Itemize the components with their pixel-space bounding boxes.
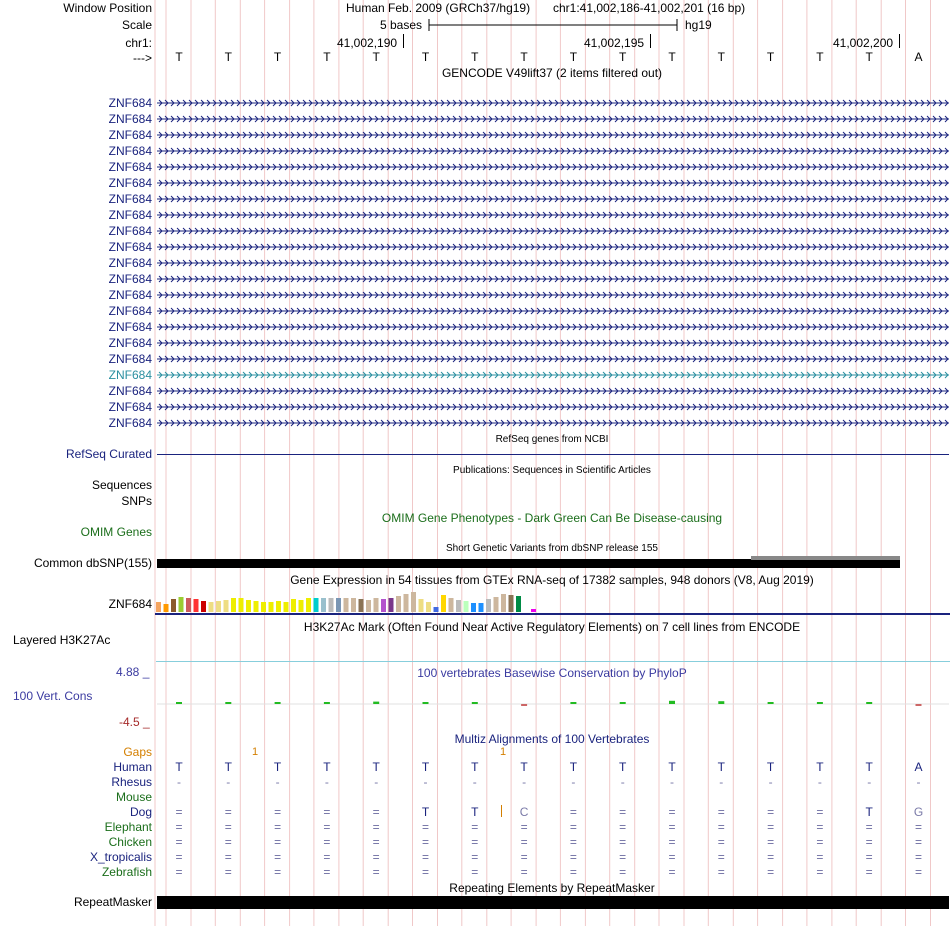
alignment-base: C <box>519 805 529 819</box>
alignment-base: - <box>226 775 231 789</box>
alignment-base: = <box>619 805 627 819</box>
base-letter: T <box>520 50 528 64</box>
ruler-tick-label: 41,002,190 <box>337 36 398 50</box>
conservation-mark <box>620 702 626 704</box>
species-label[interactable]: Chicken <box>108 835 152 849</box>
alignment-base: = <box>717 835 725 849</box>
alignment-base: T <box>717 760 725 774</box>
position-range: chr1:41,002,186-41,002,201 (16 bp) <box>553 1 746 15</box>
base-letter: T <box>766 50 775 64</box>
gencode-transcript[interactable] <box>157 178 949 188</box>
alignment-base: T <box>273 760 282 774</box>
ruler-tick-mark <box>899 34 900 48</box>
species-label[interactable]: Elephant <box>104 820 152 834</box>
alignment-base: = <box>569 850 577 864</box>
gencode-title[interactable]: GENCODE V49lift37 (2 items filtered out) <box>441 66 663 80</box>
gencode-transcript[interactable] <box>157 322 949 332</box>
gencode-gene-label[interactable]: ZNF684 <box>108 112 152 126</box>
alignment-base: = <box>717 850 725 864</box>
dbsnp-feature[interactable] <box>157 559 900 568</box>
conservation-mark <box>866 702 872 704</box>
alignment-base: = <box>372 850 380 864</box>
gtex-tissue-bar[interactable] <box>209 602 214 612</box>
gencode-gene-label[interactable]: ZNF684 <box>108 96 152 110</box>
gtex-tissue-bar[interactable] <box>381 599 386 612</box>
alignment-base: T <box>668 760 676 774</box>
gtex-tissue-bar[interactable] <box>186 598 191 612</box>
alignment-base: = <box>865 835 873 849</box>
alignment-base: - <box>571 775 576 789</box>
dbsnp-feature-grey[interactable] <box>751 556 900 560</box>
gtex-tissue-bar[interactable] <box>389 598 394 612</box>
gtex-tissue-bar[interactable] <box>261 602 266 612</box>
conservation-mark <box>718 701 724 704</box>
gencode-transcript[interactable] <box>157 386 949 396</box>
alignment-base: = <box>914 820 922 834</box>
ruler-tick-label: 41,002,195 <box>584 36 645 50</box>
alignment-base: = <box>767 850 775 864</box>
base-letter: T <box>865 50 873 64</box>
alignment-base: = <box>619 865 627 879</box>
gencode-transcript[interactable] <box>157 98 949 108</box>
publications-title[interactable]: Publications: Sequences in Scientific Articles <box>453 465 651 476</box>
base-letter: T <box>421 50 430 64</box>
h3k27ac-baseline <box>156 661 950 662</box>
gtex-tissue-bar[interactable] <box>351 598 356 612</box>
alignment-base: T <box>421 805 430 819</box>
refseq-line <box>157 454 949 455</box>
gtex-divider <box>155 613 950 615</box>
alignment-base: = <box>816 820 824 834</box>
alignment-base: T <box>471 760 479 774</box>
snps-label[interactable]: SNPs <box>121 494 152 508</box>
alignment-base: T <box>471 805 479 819</box>
alignment-base: T <box>323 760 331 774</box>
gtex-tissue-bar[interactable] <box>276 601 281 612</box>
conservation-mark <box>373 702 379 704</box>
alignment-base: - <box>472 775 477 789</box>
alignment-base: - <box>916 775 921 789</box>
gencode-transcript[interactable] <box>157 146 949 156</box>
alignment-base: = <box>668 835 676 849</box>
gtex-tissue-bar[interactable] <box>306 598 311 612</box>
scale-label: Scale <box>121 18 152 32</box>
alignment-base: = <box>569 865 577 879</box>
sequences-label[interactable]: Sequences <box>91 478 152 492</box>
alignment-base: = <box>865 820 873 834</box>
conservation-mark <box>275 702 281 704</box>
alignment-base: = <box>767 835 775 849</box>
alignment-base: = <box>816 835 824 849</box>
alignment-base: = <box>668 865 676 879</box>
conservation-max: 4.88 _ <box>116 665 150 679</box>
alignment-base: = <box>274 805 282 819</box>
species-label[interactable]: Human <box>113 760 152 774</box>
gtex-tissue-bar[interactable] <box>231 598 236 612</box>
gtex-tissue-bar[interactable] <box>201 601 206 612</box>
conservation-mark <box>768 702 774 704</box>
alignment-base: = <box>767 865 775 879</box>
alignment-base: = <box>668 805 676 819</box>
conservation-mark <box>669 701 675 704</box>
alignment-base: = <box>224 805 232 819</box>
gencode-gene-label[interactable]: ZNF684 <box>108 272 152 286</box>
gencode-transcript[interactable] <box>157 226 949 236</box>
alignment-base: - <box>670 775 674 789</box>
alignment-base: = <box>323 835 331 849</box>
alignment-base: = <box>520 820 528 834</box>
alignment-base: = <box>865 850 873 864</box>
base-letter: T <box>569 50 578 64</box>
gencode-transcript[interactable] <box>157 274 949 284</box>
alignment-base: = <box>175 835 183 849</box>
gtex-tissue-bar[interactable] <box>336 598 341 612</box>
alignment-base: - <box>719 775 724 789</box>
alignment-base: = <box>619 820 627 834</box>
alignment-base: = <box>224 850 232 864</box>
gtex-tissue-bar[interactable] <box>359 599 364 612</box>
alignment-base: A <box>914 760 923 774</box>
ruler-tick-mark <box>403 34 404 48</box>
gencode-transcript[interactable] <box>157 130 949 140</box>
strand-arrow-label: ---> <box>133 51 152 65</box>
gtex-tissue-bar[interactable] <box>501 594 506 612</box>
gencode-gene-label[interactable]: ZNF684 <box>108 288 152 302</box>
alignment-base: - <box>817 775 822 789</box>
gencode-transcript[interactable] <box>157 418 949 428</box>
h3k27ac-label[interactable]: Layered H3K27Ac <box>13 633 111 647</box>
species-label[interactable]: Dog <box>129 805 152 819</box>
alignment-base: = <box>274 865 282 879</box>
gencode-transcript[interactable] <box>157 194 949 204</box>
alignment-base: = <box>421 850 429 864</box>
window-position-label: Window Position <box>63 1 152 15</box>
gtex-tissue-bar[interactable] <box>449 598 454 612</box>
alignment-base: T <box>865 805 873 819</box>
gtex-tissue-bar[interactable] <box>224 600 229 612</box>
scale-bar-text: 5 bases <box>380 18 423 32</box>
base-letter: T <box>668 50 676 64</box>
gencode-gene-label[interactable]: ZNF684 <box>108 176 152 190</box>
alignment-base: T <box>421 760 430 774</box>
gtex-tissue-bar[interactable] <box>486 599 491 612</box>
alignment-base: = <box>668 850 676 864</box>
gtex-tissue-bar[interactable] <box>396 596 401 612</box>
alignment-base: = <box>914 865 922 879</box>
alignment-base: = <box>520 865 528 879</box>
dbsnp-label[interactable]: Common dbSNP(155) <box>33 556 152 570</box>
conservation-mark <box>176 702 182 704</box>
alignment-base: = <box>175 820 183 834</box>
omim-label[interactable]: OMIM Genes <box>80 525 152 539</box>
alignment-base: - <box>768 775 773 789</box>
alignment-base: = <box>274 850 282 864</box>
repeatmasker-label[interactable]: RepeatMasker <box>73 895 152 909</box>
scale-bar <box>428 17 680 33</box>
gtex-tissue-bar[interactable] <box>269 602 274 612</box>
gtex-tissue-bar[interactable] <box>516 596 521 612</box>
gencode-transcript[interactable] <box>157 306 949 316</box>
gtex-tissue-bar[interactable] <box>404 594 409 612</box>
gtex-label[interactable]: ZNF684 <box>108 597 152 611</box>
species-label[interactable]: Rhesus <box>111 775 152 789</box>
alignment-base: = <box>717 865 725 879</box>
gtex-tissue-bar[interactable] <box>374 598 379 612</box>
alignment-base: T <box>175 760 183 774</box>
alignment-base: - <box>177 775 181 789</box>
gtex-tissue-bar[interactable] <box>246 600 251 612</box>
ruler-tick-mark <box>650 34 651 48</box>
gencode-gene-label[interactable]: ZNF684 <box>108 192 152 206</box>
gencode-transcript[interactable] <box>157 242 949 252</box>
alignment-base: = <box>865 865 873 879</box>
alignment-base: = <box>372 835 380 849</box>
gencode-gene-label[interactable]: ZNF684 <box>108 304 152 318</box>
conservation-mark <box>570 702 576 704</box>
conservation-label[interactable]: 100 Vert. Cons <box>13 689 93 703</box>
gtex-tissue-bar[interactable] <box>239 598 244 612</box>
gencode-gene-label[interactable]: ZNF684 <box>108 208 152 222</box>
refseq-title[interactable]: RefSeq genes from NCBI <box>495 434 609 445</box>
gtex-tissue-bar[interactable] <box>194 599 199 612</box>
gencode-transcript[interactable] <box>157 290 949 300</box>
gtex-tissue-bar[interactable] <box>314 598 319 612</box>
alignment-base: = <box>372 865 380 879</box>
dbsnp-title[interactable]: Short Genetic Variants from dbSNP release 155 <box>446 543 658 554</box>
alignment-base: - <box>275 775 280 789</box>
gtex-tissue-bar[interactable] <box>456 600 461 612</box>
gtex-tissue-bar[interactable] <box>434 607 439 612</box>
gtex-tissue-bar[interactable] <box>494 597 499 612</box>
alignment-base: = <box>619 835 627 849</box>
ruler-tick-label: 41,002,200 <box>833 36 894 50</box>
alignment-base: = <box>175 850 183 864</box>
alignment-base: = <box>421 820 429 834</box>
alignment-base: = <box>520 850 528 864</box>
gtex-tissue-bar[interactable] <box>411 592 416 612</box>
gencode-transcript[interactable] <box>157 162 949 172</box>
alignment-base: = <box>421 835 429 849</box>
base-letter: A <box>914 50 923 64</box>
gencode-gene-label[interactable]: ZNF684 <box>108 384 152 398</box>
gencode-gene-label[interactable]: ZNF684 <box>108 128 152 142</box>
gencode-transcript[interactable] <box>157 258 949 268</box>
gencode-transcript[interactable] <box>157 114 949 124</box>
alignment-base: = <box>323 820 331 834</box>
gencode-gene-label[interactable]: ZNF684 <box>108 416 152 430</box>
conservation-mark <box>521 704 527 706</box>
alignment-base: = <box>274 820 282 834</box>
conservation-mark <box>225 702 231 704</box>
base-letter: T <box>323 50 331 64</box>
gtex-tissue-bar[interactable] <box>479 603 484 612</box>
alignment-base: = <box>914 850 922 864</box>
repeatmasker-title[interactable]: Repeating Elements by RepeatMasker <box>449 881 655 895</box>
alignment-base: = <box>914 835 922 849</box>
gencode-transcript[interactable] <box>157 370 949 380</box>
alignment-base: = <box>717 805 725 819</box>
alignment-base: = <box>372 805 380 819</box>
alignment-base: = <box>175 865 183 879</box>
alignment-base: T <box>520 760 528 774</box>
base-letter: T <box>471 50 479 64</box>
insertion-mark <box>501 805 502 817</box>
alignment-base: = <box>471 850 479 864</box>
conservation-title[interactable]: 100 vertebrates Basewise Conservation by PhyloP <box>417 666 687 680</box>
alignment-base: = <box>372 820 380 834</box>
alignment-base: = <box>224 820 232 834</box>
gencode-gene-label[interactable]: ZNF684 <box>108 336 152 350</box>
alignment-base: = <box>471 865 479 879</box>
gencode-gene-label[interactable]: ZNF684 <box>108 320 152 334</box>
base-letter: T <box>717 50 725 64</box>
gencode-gene-label[interactable]: ZNF684 <box>108 256 152 270</box>
conservation-min: -4.5 _ <box>119 715 150 729</box>
alignment-base: T <box>372 760 380 774</box>
base-letter: T <box>175 50 183 64</box>
gtex-title[interactable]: Gene Expression in 54 tissues from GTEx RNA-seq of 17382 samples, 948 donors (V8, Aug 2019) <box>290 573 814 587</box>
alignment-base: = <box>717 820 725 834</box>
gtex-tissue-bar[interactable] <box>471 603 476 612</box>
gtex-tissue-bar[interactable] <box>531 609 536 612</box>
gencode-transcript[interactable] <box>157 354 949 364</box>
conservation-mark <box>817 702 823 704</box>
gencode-gene-label[interactable]: ZNF684 <box>108 240 152 254</box>
multiz-title[interactable]: Multiz Alignments of 100 Vertebrates <box>454 732 650 746</box>
gtex-tissue-bar[interactable] <box>419 599 424 612</box>
gencode-transcript[interactable] <box>157 338 949 348</box>
alignment-base: = <box>520 835 528 849</box>
conservation-mark <box>472 702 478 704</box>
base-letter: T <box>273 50 282 64</box>
alignment-base: G <box>913 805 924 819</box>
omim-title[interactable]: OMIM Gene Phenotypes - Dark Green Can Be Disease-causing <box>381 511 723 525</box>
conservation-mark <box>423 702 429 704</box>
alignment-base: = <box>323 865 331 879</box>
gtex-tissue-bar[interactable] <box>426 602 431 612</box>
alignment-base: = <box>816 865 824 879</box>
alignment-base: - <box>374 775 379 789</box>
alignment-base: - <box>423 775 428 789</box>
gap-mark: 1 <box>252 746 259 758</box>
gtex-tissue-bar[interactable] <box>441 595 446 612</box>
alignment-base: T <box>224 760 232 774</box>
species-label[interactable]: X_tropicalis <box>89 850 152 864</box>
alignment-base: = <box>767 820 775 834</box>
repeatmasker-feature[interactable] <box>157 896 949 909</box>
alignment-base: = <box>569 835 577 849</box>
refseq-label[interactable]: RefSeq Curated <box>65 447 152 461</box>
alignment-base: - <box>620 775 625 789</box>
h3k27ac-title[interactable]: H3K27Ac Mark (Often Found Near Active Regulatory Elements) on 7 cell lines from ENCODE <box>303 620 801 634</box>
gtex-tissue-bar[interactable] <box>216 601 221 612</box>
gtex-tissue-bar[interactable] <box>464 601 469 612</box>
base-letter: T <box>619 50 627 64</box>
gencode-transcript[interactable] <box>157 402 949 412</box>
alignment-base: T <box>766 760 775 774</box>
gtex-tissue-bar[interactable] <box>366 600 371 612</box>
species-label[interactable]: Mouse <box>115 790 152 804</box>
alignment-base: T <box>865 760 873 774</box>
gap-mark: 1 <box>500 746 507 758</box>
gencode-transcript[interactable] <box>157 210 949 220</box>
alignment-base: = <box>224 865 232 879</box>
alignment-base: T <box>619 760 627 774</box>
alignment-base: = <box>816 850 824 864</box>
alignment-base: = <box>421 865 429 879</box>
alignment-base: T <box>569 760 578 774</box>
alignment-base: = <box>471 820 479 834</box>
alignment-base: = <box>323 805 331 819</box>
chrom-label: chr1: <box>125 36 152 50</box>
gencode-gene-label[interactable]: ZNF684 <box>108 144 152 158</box>
gtex-tissue-bar[interactable] <box>321 598 326 612</box>
gtex-tissue-bar[interactable] <box>344 598 349 612</box>
alignment-base: = <box>323 850 331 864</box>
alignment-base: = <box>619 850 627 864</box>
assembly-name: Human Feb. 2009 (GRCh37/hg19) <box>346 1 531 15</box>
gtex-tissue-bar[interactable] <box>509 595 514 612</box>
gtex-tissue-bar[interactable] <box>291 599 296 612</box>
gtex-tissue-bar[interactable] <box>299 600 304 612</box>
base-letter: T <box>224 50 232 64</box>
conservation-graph[interactable] <box>157 696 949 712</box>
gtex-bars[interactable] <box>155 586 555 614</box>
alignment-base: - <box>522 775 527 789</box>
gencode-gene-label[interactable]: ZNF684 <box>108 400 152 414</box>
alignment-base: = <box>668 820 676 834</box>
alignment-base: T <box>816 760 824 774</box>
gtex-tissue-bar[interactable] <box>156 602 161 612</box>
gencode-gene-label[interactable]: ZNF684 <box>108 160 152 174</box>
gtex-tissue-bar[interactable] <box>254 601 259 612</box>
alignment-base: = <box>767 805 775 819</box>
gtex-tissue-bar[interactable] <box>284 602 289 612</box>
gtex-tissue-bar[interactable] <box>164 604 169 612</box>
conservation-mark <box>324 702 330 704</box>
gaps-label[interactable]: Gaps <box>123 745 152 759</box>
alignment-base: - <box>324 775 329 789</box>
alignment-base: = <box>274 835 282 849</box>
base-letter: T <box>372 50 380 64</box>
gencode-gene-label[interactable]: ZNF684 <box>108 352 152 366</box>
alignment-base: - <box>867 775 872 789</box>
alignment-base: = <box>569 820 577 834</box>
alignment-base: = <box>471 835 479 849</box>
scale-db: hg19 <box>685 18 712 32</box>
gencode-gene-label[interactable]: ZNF684 <box>108 224 152 238</box>
gencode-gene-label[interactable]: ZNF684 <box>108 368 152 382</box>
conservation-mark <box>916 704 922 706</box>
gtex-tissue-bar[interactable] <box>171 599 176 612</box>
gtex-tissue-bar[interactable] <box>329 598 334 612</box>
base-letter: T <box>816 50 824 64</box>
alignment-base: = <box>224 835 232 849</box>
gtex-tissue-bar[interactable] <box>179 597 184 612</box>
alignment-base: = <box>175 805 183 819</box>
alignment-base: = <box>569 805 577 819</box>
alignment-base: = <box>816 805 824 819</box>
species-label[interactable]: Zebrafish <box>101 865 152 879</box>
